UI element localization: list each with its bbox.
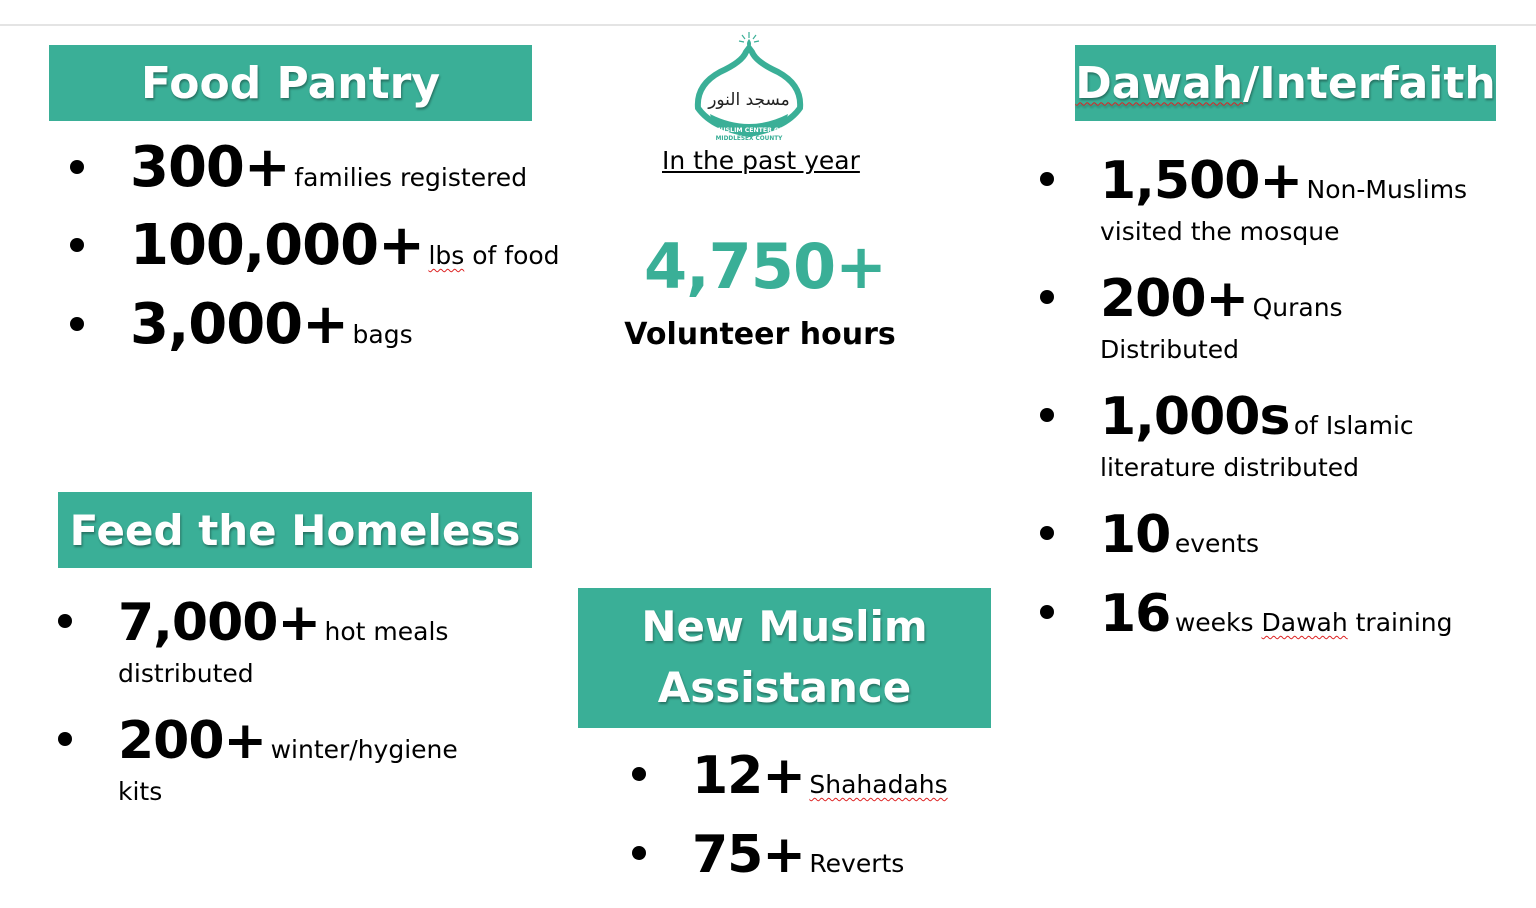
list-item [60, 292, 560, 375]
bullet-icon [58, 614, 72, 628]
list-item [622, 825, 1022, 908]
stat-label: hot meals [324, 617, 449, 646]
dawah-header [1075, 45, 1496, 121]
feed-homeless-title: Feed the Homeless [69, 505, 521, 555]
list-item [1030, 269, 1530, 391]
stat-label: training [1347, 608, 1453, 637]
bullet-icon [1040, 172, 1054, 186]
stat-label: Reverts [809, 849, 905, 878]
list-item [60, 213, 560, 297]
list-item [622, 746, 1022, 829]
stat-value: 1,000s [1100, 387, 1290, 447]
new-muslim-title-line1: New Muslim [641, 602, 928, 652]
stat-value: 100,000+ [130, 213, 424, 278]
stat-label-pre: weeks [1174, 608, 1262, 637]
food-pantry-header [49, 45, 532, 121]
stat-label-cont: kits [118, 777, 163, 806]
stat-label: of food [464, 241, 560, 270]
stat-label: events [1174, 529, 1260, 558]
stat-value: 200+ [1100, 269, 1249, 329]
dawah-title-word: Dawah [1075, 57, 1244, 109]
stat-value: 10 [1100, 505, 1171, 565]
list-item [1030, 387, 1530, 509]
bullet-icon [70, 160, 84, 174]
list-item [1030, 151, 1530, 273]
dawah-title-rest: /Interfaith [1243, 57, 1496, 109]
bullet-icon [70, 238, 84, 252]
stat-label: bags [352, 320, 413, 349]
logo-org-line2: MIDDLESEX COUNTY [715, 136, 783, 142]
stat-value: 12+ [692, 746, 805, 806]
stat-value: 16 [1100, 584, 1171, 644]
bullet-icon [1040, 526, 1054, 540]
list-item [60, 135, 560, 218]
stat-label: Shahadahs [809, 770, 948, 799]
stat-value: 75+ [692, 825, 805, 885]
list-item [48, 711, 548, 833]
stat-value: 200+ [118, 711, 267, 771]
stat-label: Non-Muslims [1306, 175, 1468, 204]
bullet-icon [1040, 290, 1054, 304]
stat-value: 1,500+ [1100, 151, 1303, 211]
dawah-list [1030, 151, 1530, 667]
bullet-icon [1040, 605, 1054, 619]
bullet-icon [58, 732, 72, 746]
stat-label-cont: distributed [118, 659, 254, 688]
mosque-logo-icon [690, 30, 808, 144]
stat-label-cont: visited the mosque [1100, 217, 1340, 246]
stat-label: families registered [294, 163, 528, 192]
volunteer-hours-value: 4,750+ [643, 230, 887, 303]
volunteer-hours-label: Volunteer hours [624, 317, 896, 352]
feed-homeless-header [58, 492, 532, 568]
stat-value: 300+ [130, 135, 290, 200]
bullet-icon [632, 767, 646, 781]
stat-label-dawah: Dawah [1261, 608, 1348, 637]
bullet-icon [632, 846, 646, 860]
bullet-icon [1040, 408, 1054, 422]
food-pantry-title: Food Pantry [140, 57, 441, 109]
period-label: In the past year [662, 146, 860, 175]
new-muslim-header [578, 588, 991, 728]
logo-arabic-text: مسجد النور [708, 90, 790, 110]
list-item [1030, 505, 1530, 588]
stat-label: winter/hygiene [270, 735, 458, 764]
stat-value: 3,000+ [130, 292, 349, 357]
new-muslim-title-line2: Assistance [657, 663, 912, 712]
feed-homeless-list [48, 593, 548, 833]
top-divider [0, 24, 1536, 26]
food-pantry-list [60, 135, 560, 375]
list-item [48, 593, 548, 715]
stat-label-lbs: lbs [428, 241, 465, 270]
stat-value: 7,000+ [118, 593, 321, 653]
list-item [1030, 584, 1530, 667]
stat-label-cont: Distributed [1100, 335, 1240, 364]
stat-label: of Islamic [1293, 411, 1414, 440]
bullet-icon [70, 317, 84, 331]
logo-org-line1: MUSLIM CENTER OF [714, 127, 784, 134]
stat-label-cont: literature distributed [1100, 453, 1360, 482]
stat-label: Qurans [1252, 293, 1343, 322]
new-muslim-list [622, 746, 1022, 908]
